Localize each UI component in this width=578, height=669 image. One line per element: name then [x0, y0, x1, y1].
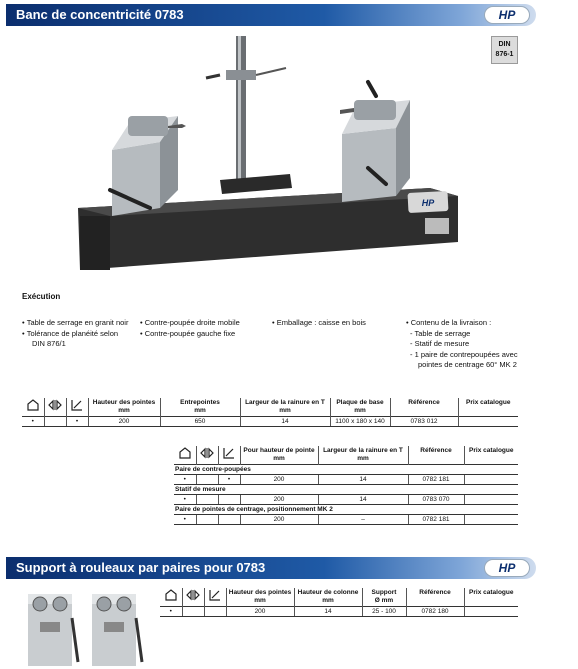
cell [458, 417, 518, 427]
hp-logo: HP [484, 6, 530, 24]
col-reference: Référence [390, 398, 458, 417]
home-shape-icon [164, 589, 178, 601]
col-reference: Référence [408, 446, 464, 465]
banner-title: Banc de concentricité 0783 [16, 7, 184, 22]
col-unit: mm [254, 597, 266, 604]
header-icon-cell [66, 398, 88, 417]
roller-support-image [22, 588, 152, 668]
angle-gauge-icon [208, 589, 222, 601]
col-unit: mm [357, 455, 369, 462]
table-row [22, 417, 518, 427]
col-unit: mm [354, 407, 366, 414]
list-item: • Contre-poupée gauche fixe [140, 328, 236, 338]
col-distance: Entrepointes [180, 399, 220, 406]
section-banner-concentricity [6, 4, 536, 26]
table-row: • 200 14 0783 070 [174, 495, 518, 505]
list-item: • Contre-poupée droite mobile [140, 318, 240, 327]
col-base-plate: Plaque de base [336, 399, 384, 406]
home-shape-icon [178, 447, 192, 459]
col-reference: Référence [406, 588, 464, 607]
cell: 14 [240, 417, 330, 427]
col-for-center-height: Pour hauteur de pointe [243, 447, 315, 454]
home-shape-icon [26, 399, 40, 411]
list-item: • Emballage : caisse en bois [272, 318, 366, 327]
col-t-slot: Largeur de la rainure en T [245, 399, 325, 406]
header-icon-cell [22, 398, 44, 417]
cell: 1100 x 180 x 140 [330, 417, 390, 427]
center-points-icon [200, 447, 214, 459]
col-center-height: Hauteur des pointes [228, 589, 292, 596]
group-title: Statif de mesure [174, 485, 518, 495]
hp-logo: HP [484, 559, 530, 577]
spec-table-accessories [174, 446, 518, 525]
col-column-height: Hauteur de colonne [297, 589, 359, 596]
execution-title: Exécution [22, 292, 61, 301]
col-price: Prix catalogue [469, 589, 514, 596]
execution-list-2 [140, 318, 270, 339]
section-banner-roller-support [6, 557, 536, 579]
list-item: - Statif de mesure [410, 339, 470, 348]
svg-text:HP: HP [421, 198, 435, 208]
col-unit: mm [279, 407, 291, 414]
angle-gauge-icon [70, 399, 84, 411]
din-badge [491, 36, 518, 64]
table-row: • • 200 14 0782 181 [174, 475, 518, 485]
concentricity-bench-image [70, 30, 470, 280]
execution-list-1 [22, 318, 132, 350]
cell: 0783 012 [390, 417, 458, 427]
list-item: - Table de serrage [410, 328, 471, 338]
list-item: • Contenu de la livraison : [406, 318, 492, 327]
table-row: • 200 – 0782 181 [174, 515, 518, 525]
col-unit: mm [273, 455, 285, 462]
center-points-icon [186, 589, 200, 601]
col-unit: mm [194, 407, 206, 414]
center-points-icon [48, 399, 62, 411]
col-unit: Ø mm [374, 597, 394, 604]
col-unit: mm [322, 597, 334, 604]
col-price: Prix catalogue [466, 399, 511, 406]
list-item: • Table de serrage en granit noir [22, 318, 129, 327]
spec-table-roller-support [160, 588, 518, 617]
col-center-height: Hauteur des pointes [92, 399, 156, 406]
execution-list-4 [406, 318, 536, 371]
cell: • [66, 417, 88, 427]
cell: • [22, 417, 44, 427]
din-label: DIN [498, 41, 511, 48]
angle-gauge-icon [222, 447, 236, 459]
din-number: 876-1 [495, 51, 514, 58]
execution-list-3 [272, 318, 402, 329]
col-unit: mm [118, 407, 130, 414]
cell: 650 [160, 417, 240, 427]
col-price: Prix catalogue [469, 447, 514, 454]
group-title: Paire de pointes de centrage, positionnement MK 2 [174, 505, 518, 515]
list-item: - 1 paire de contrepoupées avec pointes de centrage 60° MK 2 [410, 349, 518, 369]
cell [44, 417, 66, 427]
col-t-slot: Largeur de la rainure en T [323, 447, 403, 454]
table-row: • 200 14 25 - 100 0782 180 [160, 607, 518, 617]
header-icon-cell [44, 398, 66, 417]
spec-table-bench [22, 398, 518, 427]
group-title: Paire de contre-poupées [174, 465, 518, 475]
list-item: • Tolérance de planéité selon DIN 876/1 [22, 328, 119, 348]
banner-title: Support à rouleaux par paires pour 0783 [16, 560, 266, 575]
cell: 200 [88, 417, 160, 427]
col-support: Support [371, 589, 397, 596]
